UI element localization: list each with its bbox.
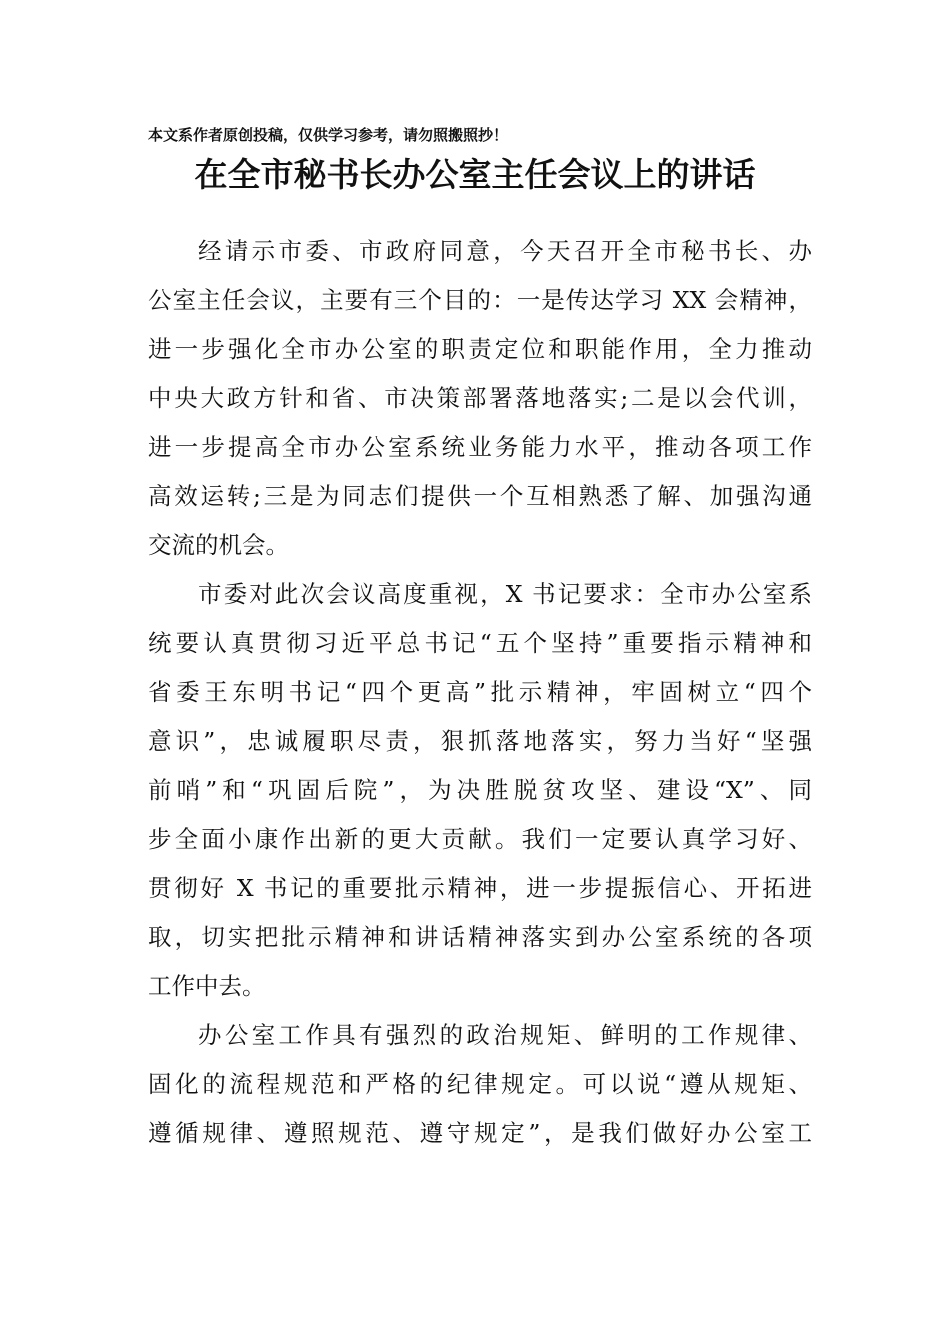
document-body	[148, 227, 812, 1158]
document-title: 在全市秘书长办公室主任会议上的讲话	[194, 155, 756, 194]
text-line: 进一步强化全市办公室的职责定位和职能作用，全力推动	[148, 335, 812, 363]
paragraph-3	[148, 1011, 812, 1158]
text-line: 取，切实把批示精神和讲话精神落实到办公室系统的各项	[148, 923, 812, 951]
text-line: 高效运转;三是为同志们提供一个互相熟悉了解、加强沟通	[148, 482, 812, 510]
copyright-notice: 本文系作者原创投稿，仅供学习参考，请勿照搬照抄！	[148, 126, 509, 144]
text-line: 市委对此次会议高度重视，X 书记要求：全市办公室系	[198, 580, 812, 608]
text-line: 进一步提高全市办公室系统业务能力水平，推动各项工作	[148, 433, 812, 461]
text-line: 遵循规律、遵照规范、遵守规定”，是我们做好办公室工	[148, 1119, 812, 1147]
text-line: 交流的机会。	[148, 531, 289, 559]
text-line: 固化的流程规范和严格的纪律规定。可以说“遵从规矩、	[148, 1070, 812, 1098]
text-line: 办公室工作具有强烈的政治规矩、鲜明的工作规律、	[198, 1021, 812, 1049]
paragraph-1	[148, 227, 812, 570]
text-line: 经请示市委、市政府同意，今天召开全市秘书长、办	[198, 237, 812, 265]
text-line: 贯彻好 X 书记的重要批示精神，进一步提振信心、开拓进	[148, 874, 812, 902]
text-line: 步全面小康作出新的更大贡献。我们一定要认真学习好、	[148, 825, 812, 853]
paragraph-2	[148, 570, 812, 1011]
text-line: 前哨”和“巩固后院”，为决胜脱贫攻坚、建设“X”、同	[148, 776, 812, 804]
text-line: 工作中去。	[148, 972, 266, 1000]
text-line: 意识”，忠诚履职尽责，狠抓落地落实，努力当好“坚强	[148, 727, 812, 755]
text-line: 统要认真贯彻习近平总书记“五个坚持”重要指示精神和	[148, 629, 812, 657]
text-line: 省委王东明书记“四个更高”批示精神，牢固树立“四个	[148, 678, 812, 706]
text-line: 中央大政方针和省、市决策部署落地落实;二是以会代训，	[148, 384, 812, 412]
text-line: 公室主任会议，主要有三个目的：一是传达学习 XX 会精神，	[148, 286, 812, 314]
